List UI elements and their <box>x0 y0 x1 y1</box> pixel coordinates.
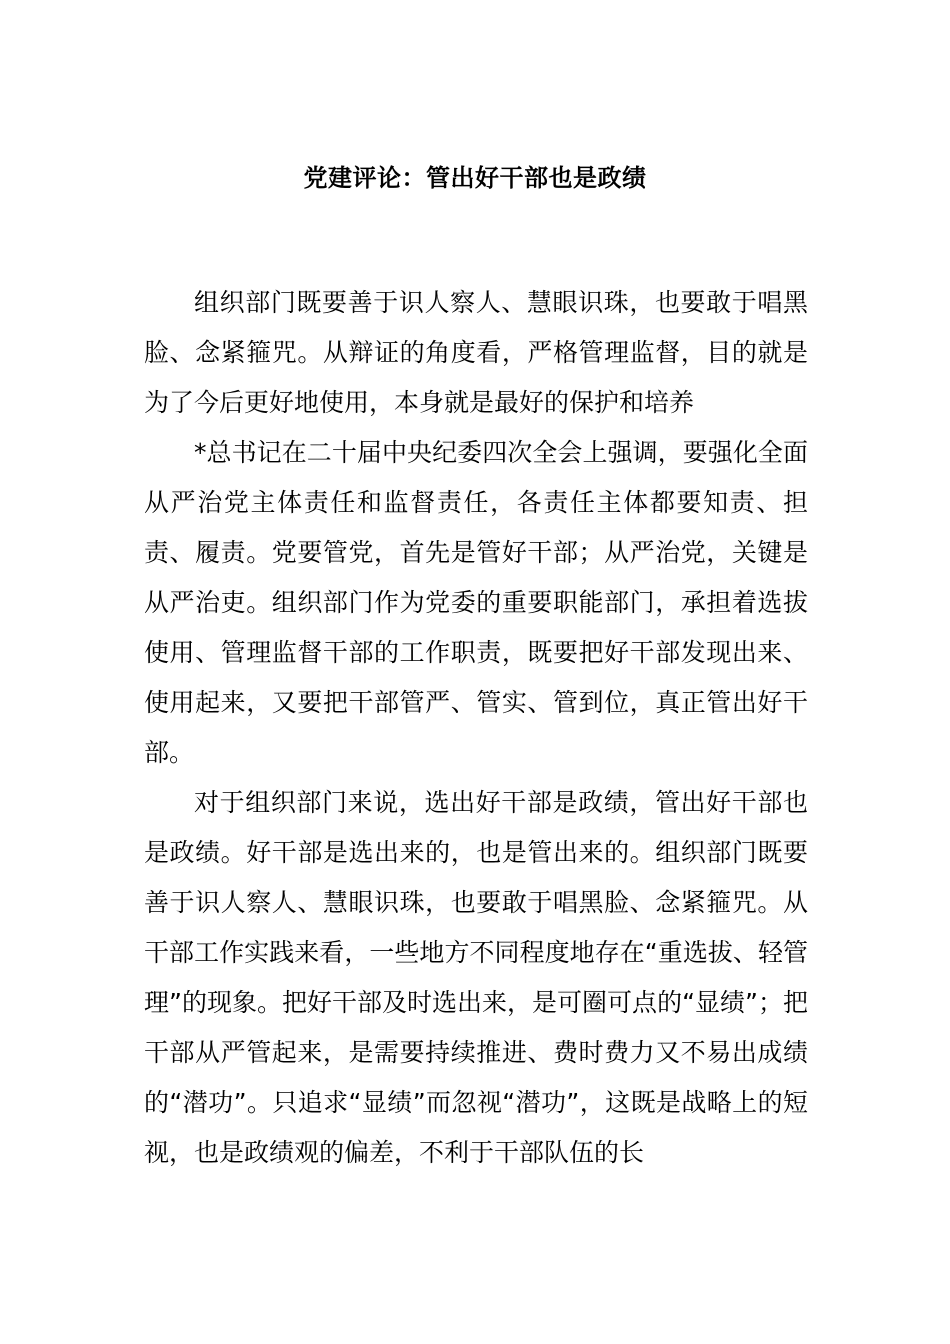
document-title: 党建评论：管出好干部也是政绩 <box>303 164 647 192</box>
paragraph-3: 对于组织部门来说，选出好干部是政绩，管出好干部也是政绩。好干部是选出来的，也是管出来的。组织部门既要善于识人察人、慧眼识珠，也要敢于唱黑脸、念紧箍咒。从干部工作实践来看，一些地方不同程度地存在“重选拔、轻管理”的现象。把好干部及时选出来，是可圈可点的“显绩”；把干部从严管起来，是需要持续推进、费时费力又不易出成绩的“潜功”。只追求“显绩”而忽视“潜功”，这既是战略上的短视，也是政绩观的偏差，不利于干部队伍的长 <box>144 788 808 1167</box>
paragraph-1: 组织部门既要善于识人察人、慧眼识珠，也要敢于唱黑脸、念紧箍咒。从辩证的角度看，严格管理监督，目的就是为了今后更好地使用，本身就是最好的保护和培养 <box>144 288 808 417</box>
paragraph-2: *总书记在二十届中央纪委四次全会上强调，要强化全面从严治党主体责任和监督责任，各责任主体都要知责、担责、履责。党要管党，首先是管好干部；从严治党，关键是从严治吏。组织部门作为党委的重要职能部门，承担着选拔使用、管理监督干部的工作职责，既要把好干部发现出来、使用起来，又要把干部管严、管实、管到位，真正管出好干部。 <box>144 438 808 767</box>
document-body <box>144 278 808 1178</box>
